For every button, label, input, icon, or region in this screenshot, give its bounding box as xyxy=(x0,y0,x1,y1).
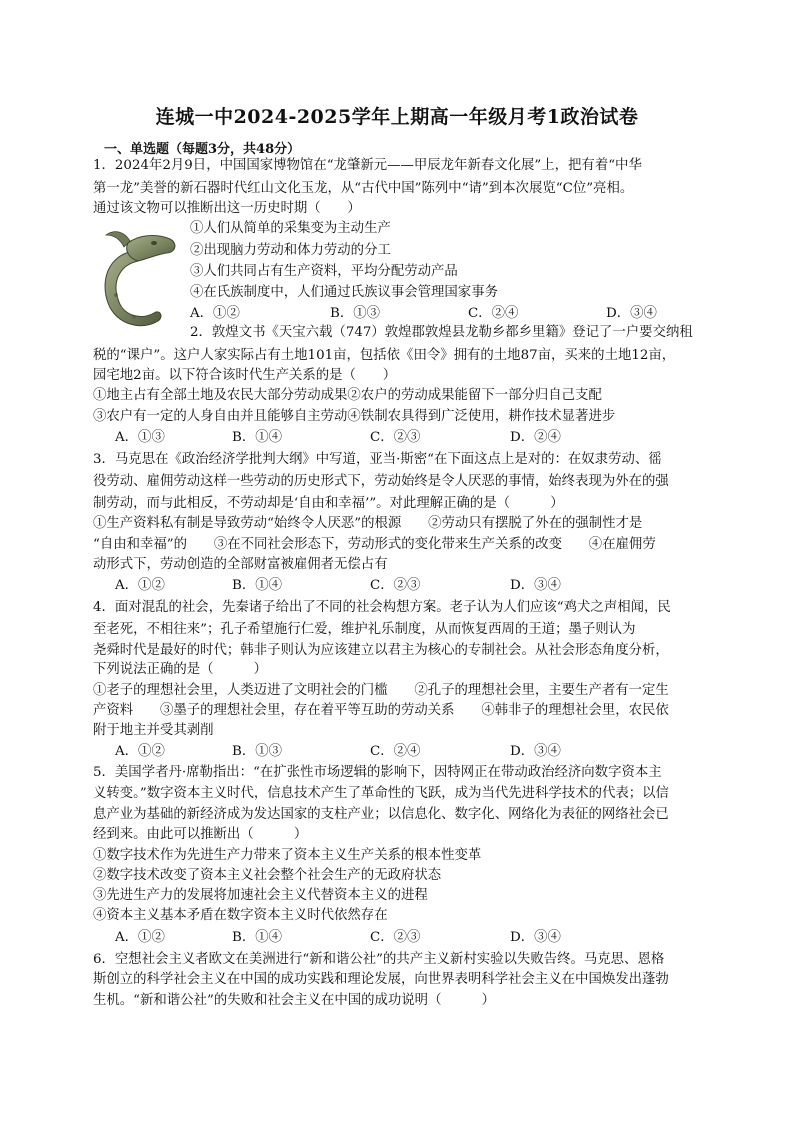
q2-line-1: 2．敦煌文书《天宝六载（747）敦煌郡敦煌县龙勒乡都乡里籍》登记了一户要交纳租 xyxy=(190,325,693,340)
q1-statement-3: ③人们共同占有生产资料，平均分配劳动产品 xyxy=(190,264,458,279)
q5-line-3: 息产业为基础的新经济成为发达国家的支柱产业；以信息化、数字化、网络化为表征的网络社会已 xyxy=(93,807,669,822)
q1-option-b[interactable]: B．①③ xyxy=(330,306,381,321)
q1-line-1: 1．2024年2月9日，中国国家博物馆在“龙肇新元——甲辰龙年新春文化展”上，把有着“中华 xyxy=(93,158,642,173)
q1-option-a[interactable]: A．①② xyxy=(190,306,240,321)
q1-line-3: 通过该文物可以推断出这一历史时期（ ） xyxy=(93,201,361,216)
q4-line-1: 4．面对混乱的社会，先秦诸子给出了不同的社会构想方案。老子认为人们应该“鸡犬之声相闻，民 xyxy=(93,600,671,615)
q2-line-2: 税的“课户”。这户人家实际占有土地101亩，包括依《田令》拥有的土地87亩，买来的土地12亩， xyxy=(93,348,676,363)
q1-statement-4: ④在氏族制度中，人们通过氏族议事会管理国家事务 xyxy=(190,285,498,300)
q4-line-7: 附于地主并受其剥削 xyxy=(93,723,214,738)
q3-option-c[interactable]: C．②③ xyxy=(370,578,421,593)
q6-line-3: 生机。“新和谐公社”的失败和社会主义在中国的成功说明（ ） xyxy=(93,993,496,1008)
q5-line-5: ①数字技术作为先进生产力带来了资本主义生产关系的根本性变革 xyxy=(93,848,482,863)
q3-option-b[interactable]: B．①④ xyxy=(232,578,283,593)
q4-option-b[interactable]: B．①③ xyxy=(232,744,283,759)
q4-option-a[interactable]: A．①② xyxy=(115,744,165,759)
q4-option-c[interactable]: C．②④ xyxy=(370,744,421,759)
q5-line-8: ④资本主义基本矛盾在数字资本主义时代依然存在 xyxy=(93,908,388,923)
q1-statement-2: ②出现脑力劳动和体力劳动的分工 xyxy=(190,243,391,258)
q2-option-a[interactable]: A．①③ xyxy=(115,430,165,445)
q2-line-5: ③农户有一定的人身自由并且能够自主劳动④铁制农具得到广泛使用，耕作技术显著进步 xyxy=(93,409,616,424)
q4-line-2: 至老死，不相往来”；孔子希望施行仁爱，维护礼乐制度，从而恢复西周的王道；墨子则认为 xyxy=(93,622,636,637)
section-heading: 一、单选题（每题3分，共48分） xyxy=(104,142,301,157)
q4-line-5: ①老子的理想社会里，人类迈进了文明社会的门槛 ②孔子的理想社会里，主要生产者有一定生 xyxy=(93,683,669,698)
q5-line-2: 义转变。”数字资本主义时代，信息技术产生了革命性的飞跃，成为当代先进科学技术的代表；以信 xyxy=(93,786,669,801)
q2-option-d[interactable]: D．②④ xyxy=(510,430,561,445)
exam-title: 连城一中2024-2025学年上期高一年级月考1政治试卷 xyxy=(155,106,639,128)
q5-option-d[interactable]: D．③④ xyxy=(510,930,561,945)
q4-line-3: 尧舜时代是最好的时代；韩非子则认为应该建立以君主为核心的专制社会。从社会形态角度分析， xyxy=(93,643,669,658)
q5-option-c[interactable]: C．②③ xyxy=(370,930,421,945)
q1-option-c[interactable]: C．②④ xyxy=(468,306,519,321)
q3-line-2: 役劳动、雇佣劳动这样一些劳动的历史形式下，劳动始终是令人厌恶的事情，始终表现为外在的强 xyxy=(93,474,669,489)
q3-option-a[interactable]: A．①② xyxy=(115,578,165,593)
q5-line-1: 5．美国学者丹·席勒指出：“在扩张性市场逻辑的影响下，因特网正在带动政治经济向数字资本主 xyxy=(93,765,662,780)
q4-line-4: 下列说法正确的是（ ） xyxy=(93,662,268,677)
q6-line-2: 斯创立的科学社会主义在中国的成功实践和理论发展，向世界表明科学社会主义在中国焕发出蓬勃 xyxy=(93,972,669,987)
q2-option-b[interactable]: B．①④ xyxy=(232,430,283,445)
q5-line-4: 经到来。由此可以推断出（ ） xyxy=(93,827,308,842)
q3-line-5: “自由和幸福”的 ③在不同社会形态下，劳动形式的变化带来生产关系的改变 ④在雇佣劳 xyxy=(93,537,656,552)
q2-option-c[interactable]: C．②③ xyxy=(370,430,421,445)
q1-statement-1: ①人们从简单的采集变为主动生产 xyxy=(190,221,391,236)
jade-dragon-image xyxy=(94,225,184,333)
q6-line-1: 6．空想社会主义者欧文在美洲进行“新和谐公社”的共产主义新村实验以失败告终。马克思、恩格 xyxy=(93,952,665,967)
q4-option-d[interactable]: D．③④ xyxy=(510,744,561,759)
q3-line-3: 制劳动，而与此相反，不劳动却是‘自由和幸福’”。对此理解正确的是（ ） xyxy=(93,496,564,511)
q2-line-4: ①地主占有全部土地及农民大部分劳动成果②农户的劳动成果能留下一部分归自己支配 xyxy=(93,388,602,403)
q3-line-6: 动形式下，劳动创造的全部财富被雇佣者无偿占有 xyxy=(93,557,388,572)
q2-line-3: 园宅地2亩。以下符合该时代生产关系的是（ ） xyxy=(93,368,397,383)
q4-line-6: 产资料 ③墨子的理想社会里，存在着平等互助的劳动关系 ④韩非子的理想社会里，农民依 xyxy=(93,703,669,718)
q3-line-1: 3．马克思在《政治经济学批判大纲》中写道，亚当·斯密“在下面这点上是对的：在奴隶劳动、徭 xyxy=(93,452,662,467)
q3-line-4: ①生产资料私有制是导致劳动“始终令人厌恶”的根源 ②劳动只有摆脱了外在的强制性才是 xyxy=(93,516,643,531)
q3-option-d[interactable]: D．③④ xyxy=(510,578,561,593)
q1-line-2: 第一龙”美誉的新石器时代红山文化玉龙，从“古代中国”陈列中“请”到本次展览“C位”亮相。 xyxy=(93,181,634,196)
q5-line-7: ③先进生产力的发展将加速社会主义代替资本主义的进程 xyxy=(93,888,428,903)
q5-option-b[interactable]: B．①④ xyxy=(232,930,283,945)
q5-line-6: ②数字技术改变了资本主义社会整个社会生产的无政府状态 xyxy=(93,868,442,883)
q5-option-a[interactable]: A．①② xyxy=(115,930,165,945)
q1-option-d[interactable]: D．③④ xyxy=(606,306,657,321)
